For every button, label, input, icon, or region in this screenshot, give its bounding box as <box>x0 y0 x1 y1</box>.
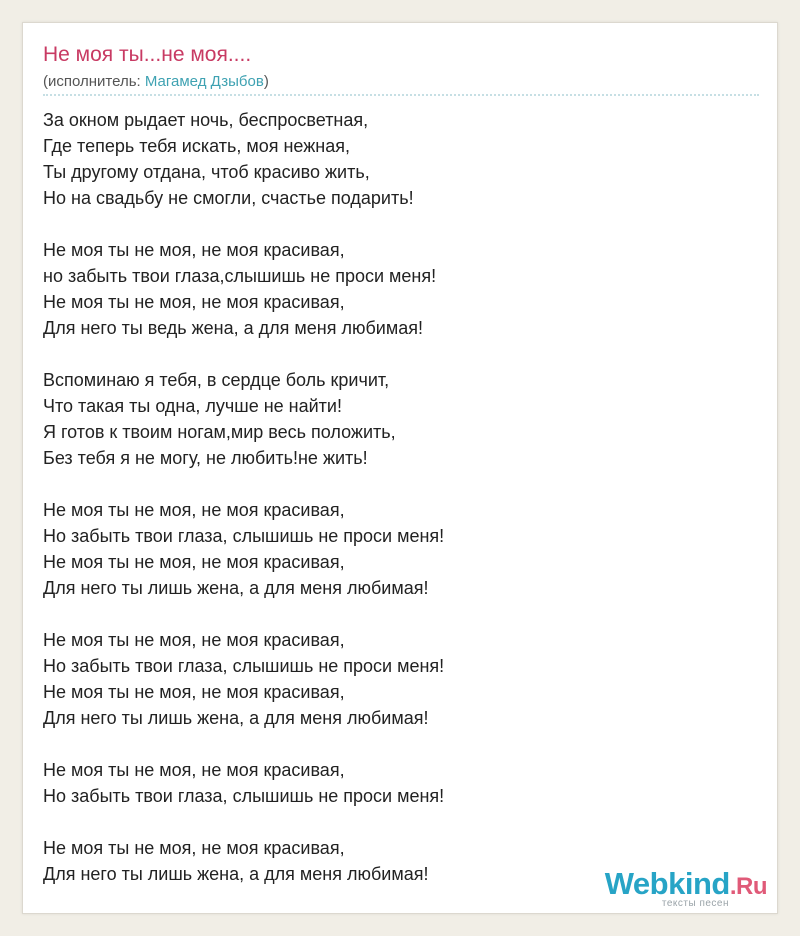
lyric-line: Что такая ты одна, лучше не найти! <box>43 396 342 416</box>
lyric-line: Но на свадьбу не смогли, счастье подарить! <box>43 188 414 208</box>
lyric-line: Не моя ты не моя, не моя красивая, <box>43 630 345 650</box>
lyrics-card <box>22 22 778 914</box>
stanza-gap <box>43 341 444 367</box>
lyric-line: Но забыть твои глаза, слышишь не проси меня! <box>43 526 445 546</box>
lyric-line: За окном рыдает ночь, беспросветная, <box>43 110 369 130</box>
stanza-gap <box>43 809 444 835</box>
dotted-divider <box>43 94 759 96</box>
stanza-gap <box>43 731 444 757</box>
lyrics-text <box>43 107 444 887</box>
logo-tagline: тексты песен <box>661 898 729 909</box>
lyric-line: Не моя ты не моя, не моя красивая, <box>43 292 345 312</box>
artist-suffix: ) <box>263 73 269 90</box>
artist-prefix: (исполнитель: <box>43 73 145 90</box>
artist-line <box>43 73 269 90</box>
song-title: Не моя ты...не моя.... <box>43 43 252 66</box>
artist-link[interactable]: Магамед Дзыбов <box>144 73 264 90</box>
logo-main-text: Webkind <box>604 866 730 901</box>
lyric-line: Не моя ты не моя, не моя красивая, <box>43 838 345 858</box>
lyric-line: Я готов к твоим ногам,мир весь положить, <box>43 422 396 442</box>
lyric-line: Для него ты лишь жена, а для меня любимая! <box>43 708 429 728</box>
lyric-line: Ты другому отдана, чтоб красиво жить, <box>43 162 370 182</box>
lyric-line: Не моя ты не моя, не моя красивая, <box>43 240 345 260</box>
lyric-line: Не моя ты не моя, не моя красивая, <box>43 552 345 572</box>
stanza-gap <box>43 471 444 497</box>
lyric-line: Для него ты лишь жена, а для меня любимая! <box>43 864 429 884</box>
logo-tld-text: .Ru <box>729 873 767 900</box>
lyric-line: Не моя ты не моя, не моя красивая, <box>43 500 345 520</box>
lyric-line: Для него ты лишь жена, а для меня любимая! <box>43 578 429 598</box>
stanza-gap <box>43 601 444 627</box>
lyric-line: Вспоминаю я тебя, в сердце боль кричит, <box>43 370 390 390</box>
lyric-line: Но забыть твои глаза, слышишь не проси меня! <box>43 656 445 676</box>
lyric-line: Где теперь тебя искать, моя нежная, <box>43 136 350 156</box>
lyric-line: Не моя ты не моя, не моя красивая, <box>43 760 345 780</box>
lyric-line: Без тебя я не могу, не любить!не жить! <box>43 448 368 468</box>
lyric-line: но забыть твои глаза,слышишь не проси меня! <box>43 266 437 286</box>
stanza-gap <box>43 211 444 237</box>
site-logo[interactable] <box>605 868 767 909</box>
lyric-line: Для него ты ведь жена, а для меня любимая! <box>43 318 423 338</box>
lyric-line: Но забыть твои глаза, слышишь не проси меня! <box>43 786 445 806</box>
lyric-line: Не моя ты не моя, не моя красивая, <box>43 682 345 702</box>
